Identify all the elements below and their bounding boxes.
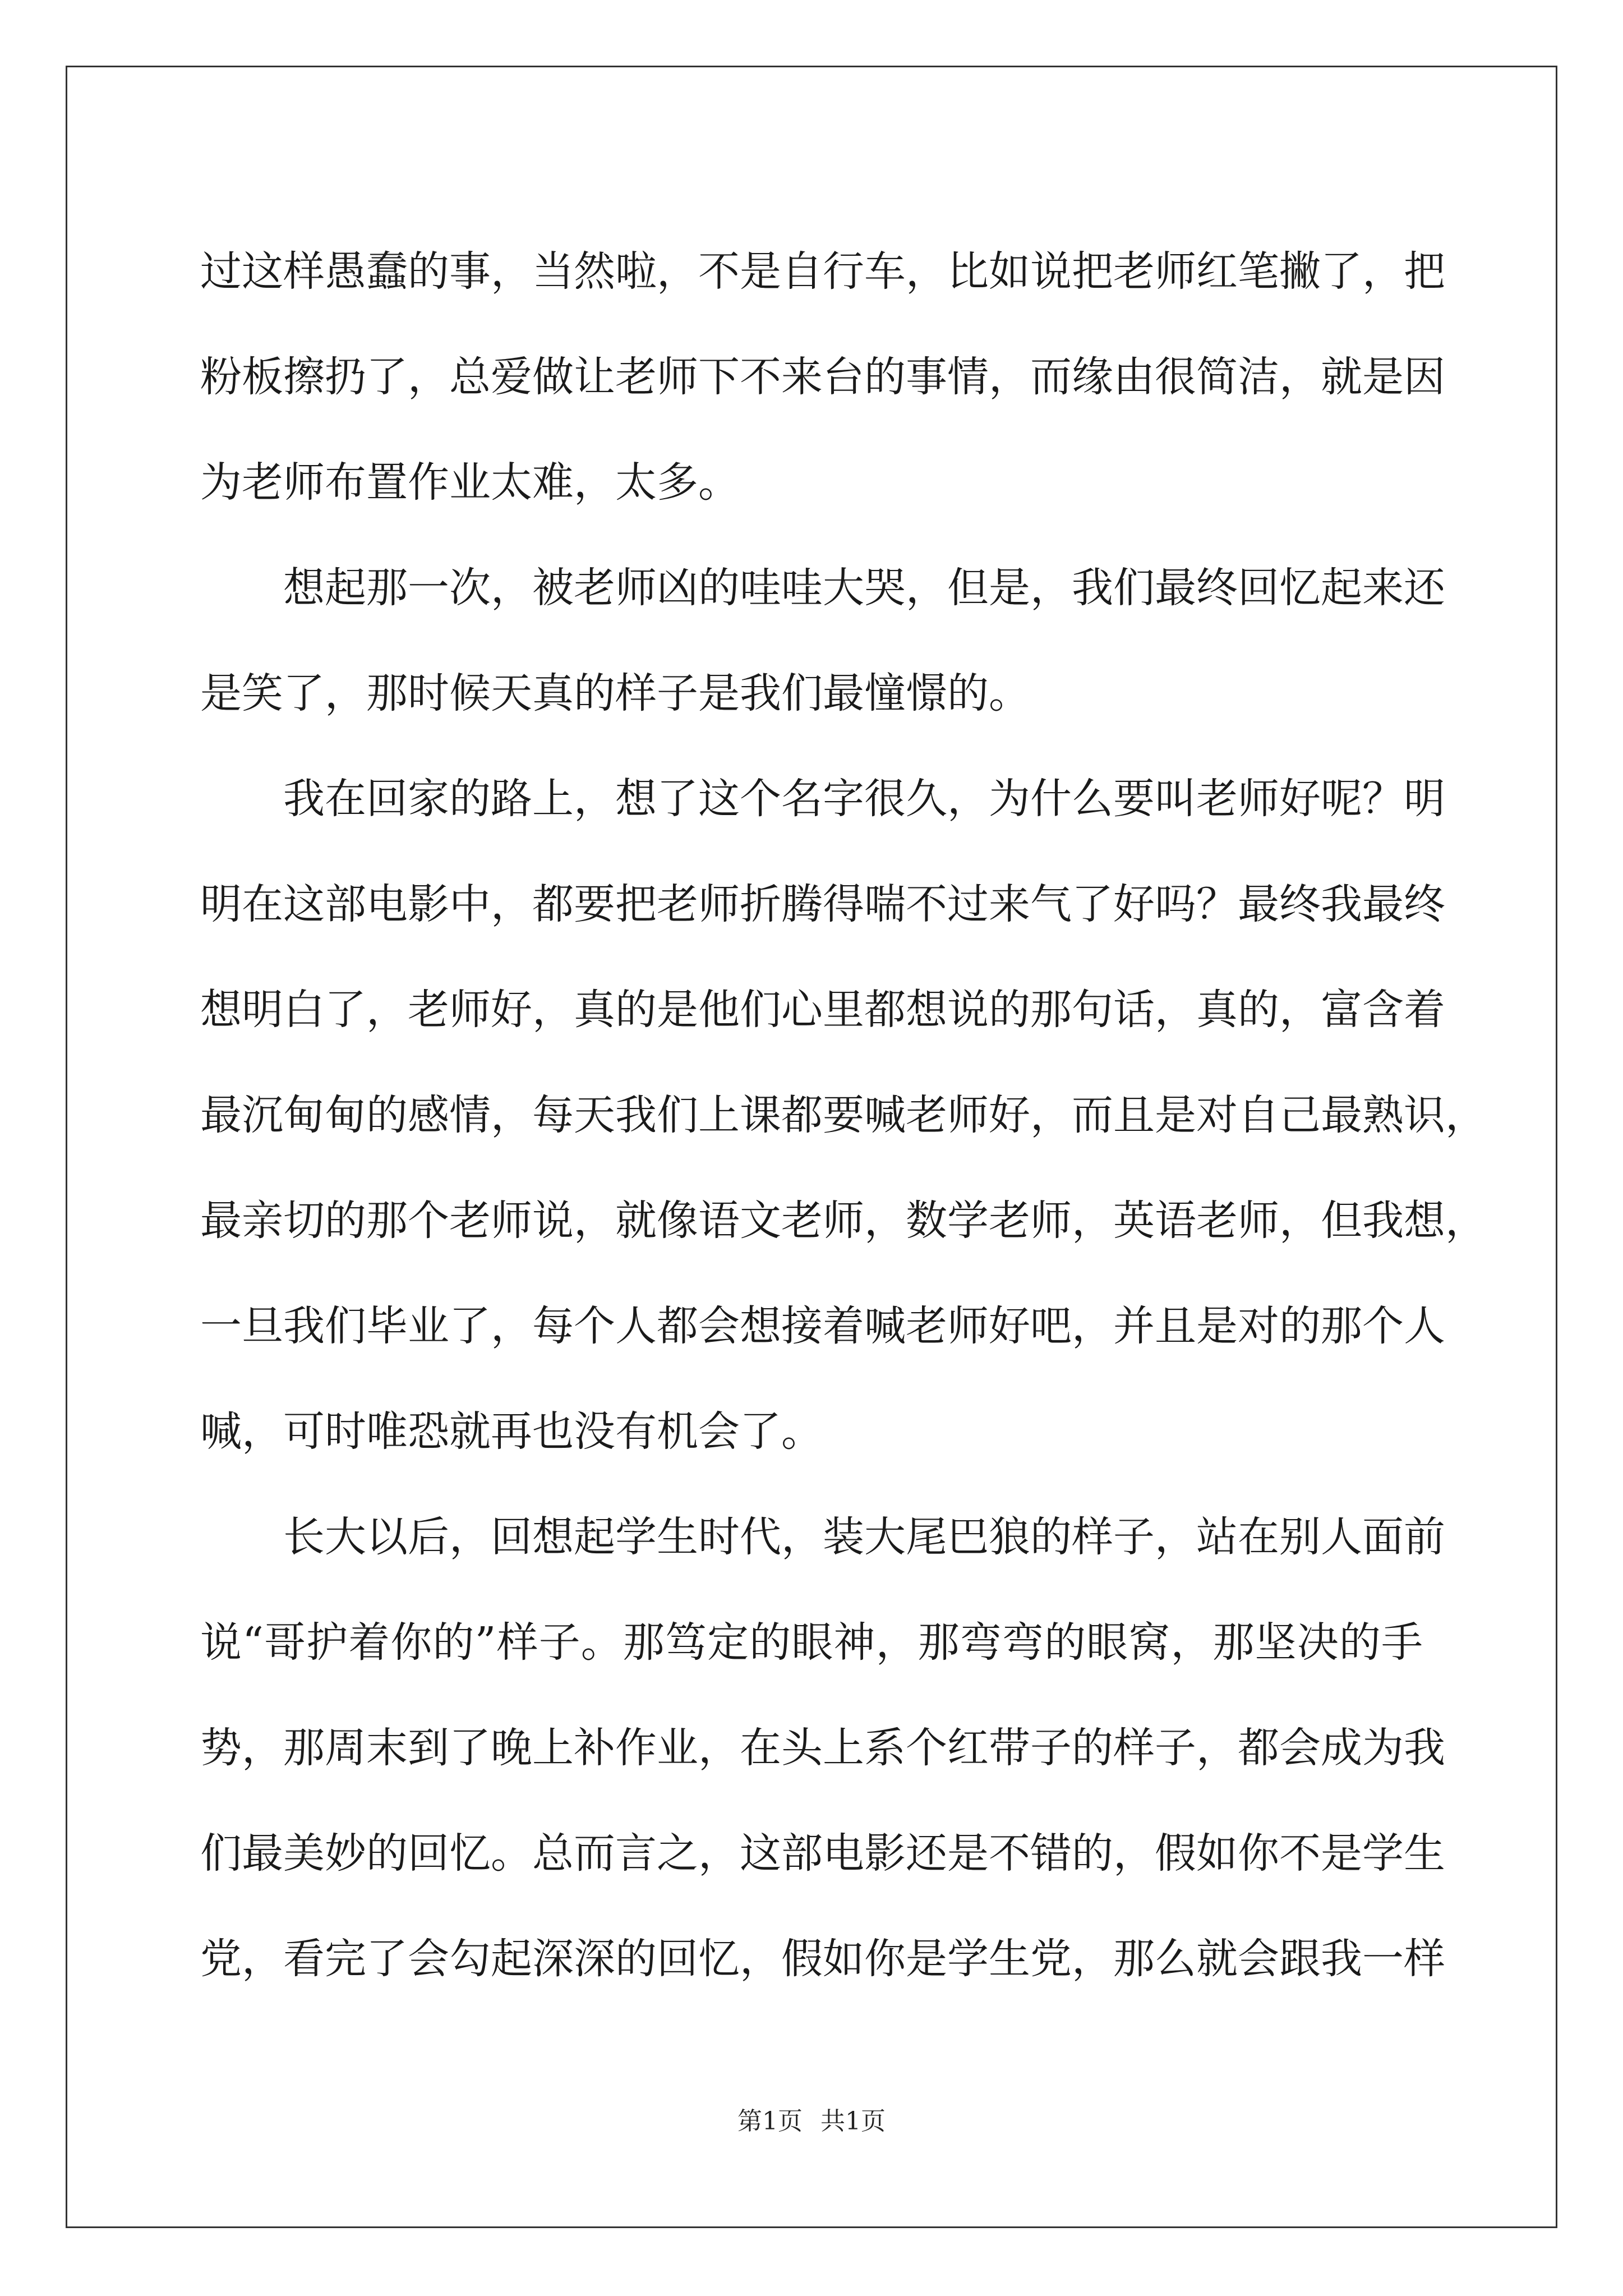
text-line: 明在这部电影中，都要把老师折腾得喘不过来气了好吗？最终我最终 xyxy=(200,880,1445,928)
text-line: 过这样愚蠢的事，当然啦，不是自行车，比如说把老师红笔撇了，把 xyxy=(200,247,1445,296)
paragraph xyxy=(200,219,1445,535)
document-body xyxy=(200,219,1487,2012)
text-line: 是笑了，那时候天真的样子是我们最憧憬的。 xyxy=(200,669,1030,717)
text-line: 粉板擦扔了，总爱做让老师下不来台的事情，而缘由很简洁，就是因 xyxy=(200,353,1445,401)
text-line: 说“哥护着你的”样子。那笃定的眼神，那弯弯的眼窝，那坚决的手 xyxy=(200,1618,1423,1667)
text-line: 最沉甸甸的感情，每天我们上课都要喊老师好，而且是对自己最熟识， xyxy=(200,1091,1487,1139)
text-line: 最亲切的那个老师说，就像语文老师，数学老师，英语老师，但我想， xyxy=(200,1197,1487,1245)
page-total: 共1页 xyxy=(820,2107,886,2136)
text-line: 党，看完了会勾起深深的回忆，假如你是学生党，那么就会跟我一样 xyxy=(200,1935,1445,1983)
text-line: 势，那周末到了晚上补作业，在头上系个红带子的样子，都会成为我 xyxy=(200,1724,1445,1772)
text-line: 想明白了，老师好，真的是他们心里都想说的那句话，真的，富含着 xyxy=(200,986,1445,1034)
text-line: 一旦我们毕业了，每个人都会想接着喊老师好吧，并且是对的那个人 xyxy=(200,1302,1445,1350)
text-line: 我在回家的路上，想了这个名字很久，为什么要叫老师好呢？明 xyxy=(283,775,1445,823)
paragraph xyxy=(200,535,1445,746)
page-number: 第1页 xyxy=(737,2107,803,2136)
text-line: 长大以后，回想起学生时代，装大尾巴狼的样子，站在别人面前 xyxy=(283,1513,1445,1561)
text-line: 想起那一次，被老师凶的哇哇大哭，但是，我们最终回忆起来还 xyxy=(283,564,1445,612)
page-footer xyxy=(0,2101,1623,2137)
paragraph xyxy=(200,1484,1445,2012)
paragraph xyxy=(200,746,1487,1484)
text-line: 们最美妙的回忆。总而言之，这部电影还是不错的，假如你不是学生 xyxy=(200,1829,1445,1878)
text-line: 喊，可时唯恐就再也没有机会了。 xyxy=(200,1407,823,1456)
text-line: 为老师布置作业太难，太多。 xyxy=(200,458,740,507)
